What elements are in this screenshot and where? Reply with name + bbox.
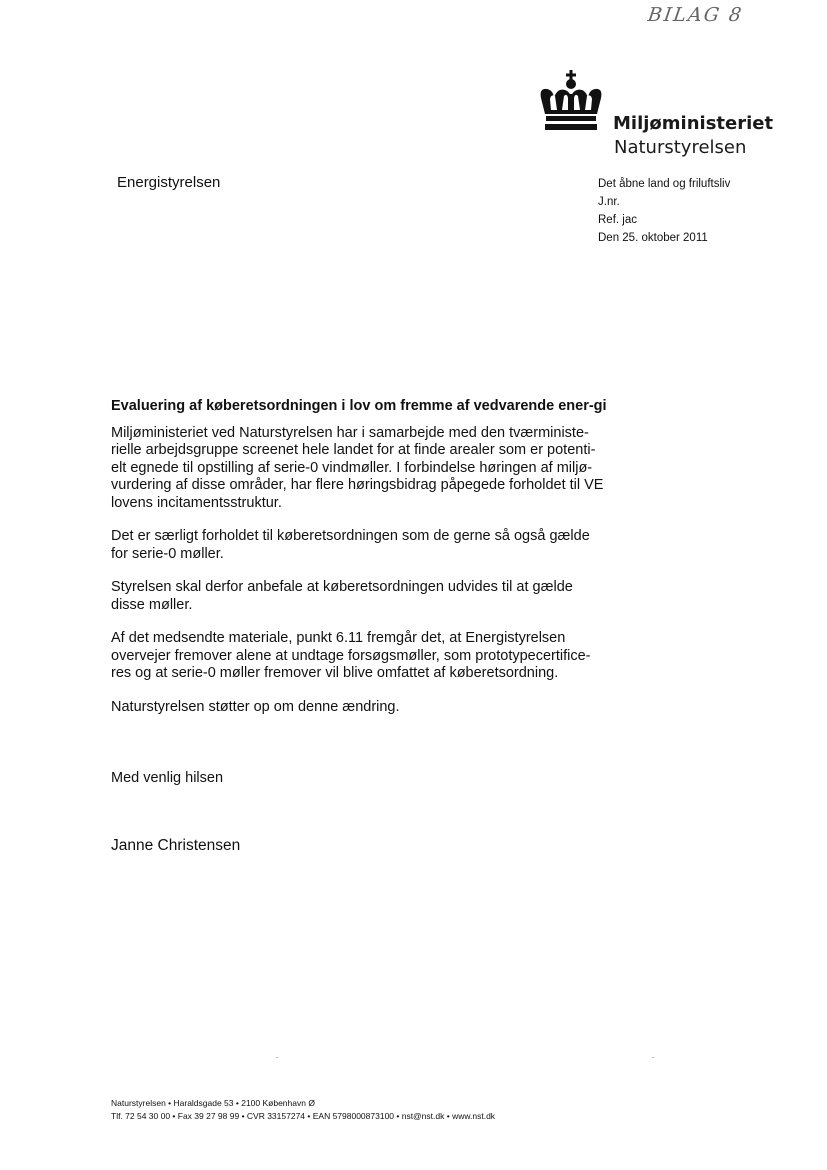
recipient: Energistyrelsen — [117, 174, 221, 191]
closing: Med venlig hilsen — [111, 770, 224, 786]
letter-meta — [598, 175, 730, 247]
ministry-name: Miljøministeriet — [613, 113, 774, 134]
footer-address: Naturstyrelsen • Haraldsgade 53 • 2100 København Ø — [111, 1098, 315, 1108]
paragraph: Styrelsen skal derfor anbefale at køberetsordningen udvides til at gælde disse møller. — [111, 579, 573, 613]
reference: Ref. jac — [598, 214, 637, 226]
paragraph: Det er særligt forholdet til køberetsordningen som de gerne så også gælde for serie-0 møller. — [111, 528, 590, 562]
letter-date: Den 25. oktober 2011 — [598, 232, 708, 244]
handwritten-stamp: BILAG 8 — [646, 4, 745, 26]
crown-logo-icon — [537, 70, 605, 132]
paragraph: Miljøministeriet ved Naturstyrelsen har i samarbejde med den tværministe-rielle arbejdsgruppe screenet hele landet for at finde arealer som er potenti-elt egnede til opstilling af serie-0 vindmøller. I forbindelse høringen af miljø-vurdering af disse områder, har flere høringsbidrag påpegede forholdet til VE lovens incitamentsstruktur. — [111, 424, 604, 511]
signer-name: Janne Christensen — [111, 837, 241, 854]
letter-subject: Evaluering af køberetsordningen i lov om fremme af vedvarende ener-gi — [111, 398, 607, 414]
department: Det åbne land og friluftsliv — [598, 178, 731, 190]
scan-speck — [276, 1057, 278, 1058]
paragraph: Af det medsendte materiale, punkt 6.11 fremgår det, at Energistyrelsen overvejer fremover alene at undtage forsøgsmøller, som prototypecertifice-res og at serie-0 møller fremover vil blive omfattet af køberetsordning. — [111, 630, 591, 681]
paragraph: Naturstyrelsen støtter op om denne ændring. — [111, 698, 400, 715]
scan-speck — [652, 1057, 654, 1058]
journal-number: J.nr. — [598, 196, 620, 208]
letter-body — [111, 398, 607, 732]
footer-contact: Tlf. 72 54 30 00 • Fax 39 27 98 99 • CVR 33157274 • EAN 5798000873100 • nst@nst.dk • www.nst.dk — [111, 1111, 496, 1121]
footer — [111, 1097, 495, 1123]
agency-name: Naturstyrelsen — [614, 137, 747, 158]
